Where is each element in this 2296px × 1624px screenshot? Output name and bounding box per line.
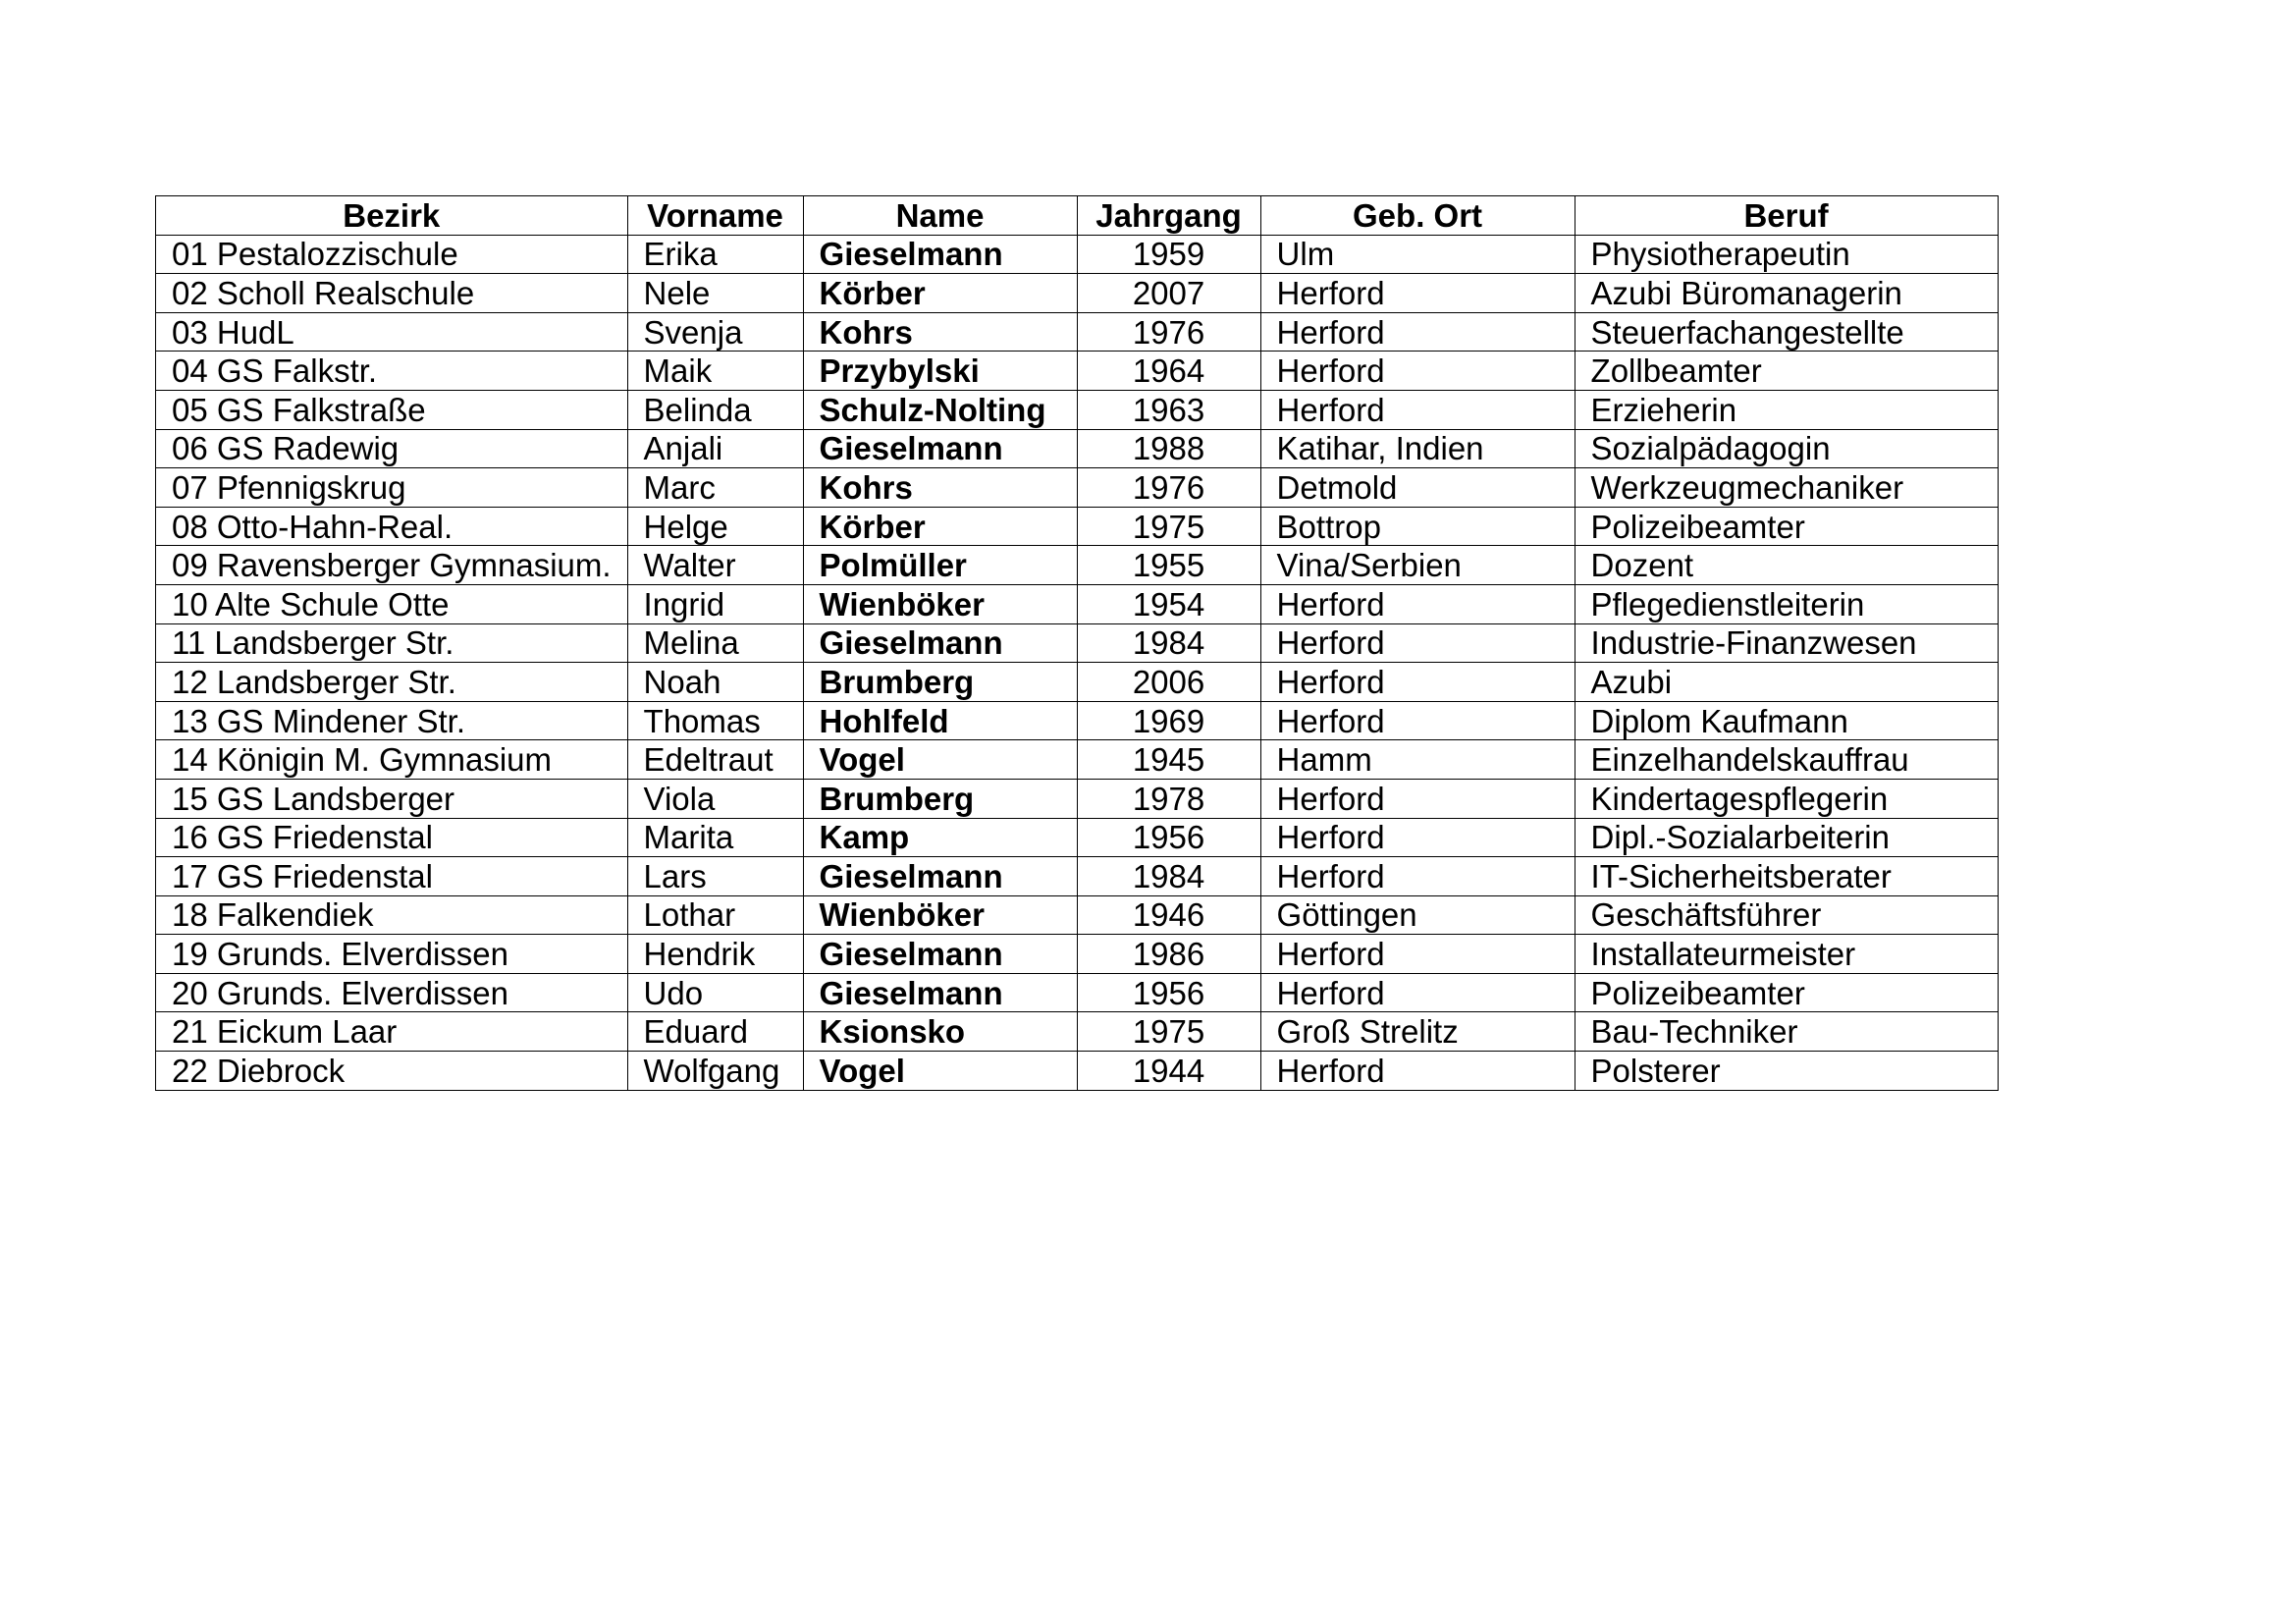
cell-name: Körber <box>803 274 1077 313</box>
cell-jahrgang: 1984 <box>1077 623 1260 663</box>
cell-geb-ort: Herford <box>1260 973 1575 1012</box>
cell-bezirk: 18 Falkendiek <box>156 895 628 935</box>
cell-bezirk: 19 Grunds. Elverdissen <box>156 935 628 974</box>
cell-beruf: Geschäftsführer <box>1575 895 1998 935</box>
cell-name: Kamp <box>803 818 1077 857</box>
cell-vorname: Eduard <box>627 1012 803 1052</box>
cell-vorname: Nele <box>627 274 803 313</box>
cell-bezirk: 13 GS Mindener Str. <box>156 701 628 740</box>
cell-beruf: Industrie-Finanzwesen <box>1575 623 1998 663</box>
cell-beruf: Azubi Büromanagerin <box>1575 274 1998 313</box>
cell-jahrgang: 1978 <box>1077 779 1260 818</box>
table-row <box>156 1012 1999 1052</box>
cell-bezirk: 02 Scholl Realschule <box>156 274 628 313</box>
cell-jahrgang: 1959 <box>1077 235 1260 274</box>
cell-bezirk: 20 Grunds. Elverdissen <box>156 973 628 1012</box>
cell-bezirk: 10 Alte Schule Otte <box>156 584 628 623</box>
cell-vorname: Edeltraut <box>627 740 803 780</box>
cell-beruf: Diplom Kaufmann <box>1575 701 1998 740</box>
cell-geb-ort: Herford <box>1260 701 1575 740</box>
cell-name: Brumberg <box>803 663 1077 702</box>
cell-jahrgang: 1975 <box>1077 507 1260 546</box>
cell-name: Brumberg <box>803 779 1077 818</box>
cell-geb-ort: Herford <box>1260 663 1575 702</box>
cell-beruf: Azubi <box>1575 663 1998 702</box>
cell-bezirk: 04 GS Falkstr. <box>156 352 628 391</box>
cell-geb-ort: Detmold <box>1260 468 1575 508</box>
table-row <box>156 546 1999 585</box>
cell-bezirk: 07 Pfennigskrug <box>156 468 628 508</box>
cell-vorname: Helge <box>627 507 803 546</box>
cell-name: Wienböker <box>803 584 1077 623</box>
cell-geb-ort: Herford <box>1260 352 1575 391</box>
cell-vorname: Marc <box>627 468 803 508</box>
cell-name: Polmüller <box>803 546 1077 585</box>
table-header <box>156 196 1999 236</box>
cell-name: Gieselmann <box>803 623 1077 663</box>
table-row <box>156 973 1999 1012</box>
cell-beruf: Bau-Techniker <box>1575 1012 1998 1052</box>
cell-name: Gieselmann <box>803 935 1077 974</box>
cell-jahrgang: 1964 <box>1077 352 1260 391</box>
cell-name: Przybylski <box>803 352 1077 391</box>
cell-name: Gieselmann <box>803 973 1077 1012</box>
cell-vorname: Walter <box>627 546 803 585</box>
header-jahrgang: Jahrgang <box>1077 196 1260 236</box>
cell-jahrgang: 1956 <box>1077 818 1260 857</box>
cell-beruf: Installateurmeister <box>1575 935 1998 974</box>
cell-beruf: Werkzeugmechaniker <box>1575 468 1998 508</box>
cell-bezirk: 12 Landsberger Str. <box>156 663 628 702</box>
cell-bezirk: 09 Ravensberger Gymnasium. <box>156 546 628 585</box>
cell-vorname: Lars <box>627 857 803 896</box>
cell-geb-ort: Herford <box>1260 857 1575 896</box>
table-row <box>156 352 1999 391</box>
cell-vorname: Melina <box>627 623 803 663</box>
cell-beruf: Sozialpädagogin <box>1575 429 1998 468</box>
cell-geb-ort: Herford <box>1260 623 1575 663</box>
cell-jahrgang: 1963 <box>1077 390 1260 429</box>
cell-geb-ort: Herford <box>1260 779 1575 818</box>
cell-name: Gieselmann <box>803 857 1077 896</box>
roster-table <box>155 195 1999 1091</box>
cell-beruf: Steuerfachangestellte <box>1575 312 1998 352</box>
table-row <box>156 507 1999 546</box>
cell-beruf: Einzelhandelskauffrau <box>1575 740 1998 780</box>
cell-name: Gieselmann <box>803 235 1077 274</box>
cell-geb-ort: Herford <box>1260 1052 1575 1091</box>
cell-bezirk: 08 Otto-Hahn-Real. <box>156 507 628 546</box>
cell-vorname: Ingrid <box>627 584 803 623</box>
cell-name: Wienböker <box>803 895 1077 935</box>
cell-jahrgang: 1946 <box>1077 895 1260 935</box>
cell-vorname: Belinda <box>627 390 803 429</box>
header-row <box>156 196 1999 236</box>
cell-geb-ort: Hamm <box>1260 740 1575 780</box>
header-bezirk: Bezirk <box>156 196 628 236</box>
cell-geb-ort: Herford <box>1260 274 1575 313</box>
table-row <box>156 623 1999 663</box>
table-row <box>156 935 1999 974</box>
table-row <box>156 235 1999 274</box>
cell-name: Gieselmann <box>803 429 1077 468</box>
cell-bezirk: 16 GS Friedenstal <box>156 818 628 857</box>
cell-beruf: Polsterer <box>1575 1052 1998 1091</box>
cell-jahrgang: 1956 <box>1077 973 1260 1012</box>
cell-geb-ort: Katihar, Indien <box>1260 429 1575 468</box>
cell-bezirk: 01 Pestalozzischule <box>156 235 628 274</box>
table-row <box>156 390 1999 429</box>
header-geb-ort: Geb. Ort <box>1260 196 1575 236</box>
header-name: Name <box>803 196 1077 236</box>
cell-name: Kohrs <box>803 468 1077 508</box>
table-row <box>156 857 1999 896</box>
cell-geb-ort: Herford <box>1260 312 1575 352</box>
cell-name: Schulz-Nolting <box>803 390 1077 429</box>
cell-beruf: Kindertagespflegerin <box>1575 779 1998 818</box>
cell-jahrgang: 2007 <box>1077 274 1260 313</box>
table-row <box>156 895 1999 935</box>
cell-bezirk: 15 GS Landsberger <box>156 779 628 818</box>
cell-beruf: Physiotherapeutin <box>1575 235 1998 274</box>
cell-vorname: Hendrik <box>627 935 803 974</box>
cell-vorname: Thomas <box>627 701 803 740</box>
cell-jahrgang: 1976 <box>1077 312 1260 352</box>
table-row <box>156 312 1999 352</box>
cell-vorname: Viola <box>627 779 803 818</box>
table-row <box>156 818 1999 857</box>
table-row <box>156 779 1999 818</box>
cell-jahrgang: 1984 <box>1077 857 1260 896</box>
cell-geb-ort: Herford <box>1260 390 1575 429</box>
cell-geb-ort: Göttingen <box>1260 895 1575 935</box>
cell-bezirk: 22 Diebrock <box>156 1052 628 1091</box>
cell-bezirk: 03 HudL <box>156 312 628 352</box>
cell-jahrgang: 1988 <box>1077 429 1260 468</box>
cell-bezirk: 05 GS Falkstraße <box>156 390 628 429</box>
cell-name: Ksionsko <box>803 1012 1077 1052</box>
cell-vorname: Erika <box>627 235 803 274</box>
cell-geb-ort: Vina/Serbien <box>1260 546 1575 585</box>
cell-bezirk: 17 GS Friedenstal <box>156 857 628 896</box>
table-row <box>156 1052 1999 1091</box>
cell-beruf: Zollbeamter <box>1575 352 1998 391</box>
cell-beruf: Erzieherin <box>1575 390 1998 429</box>
cell-jahrgang: 1955 <box>1077 546 1260 585</box>
cell-bezirk: 11 Landsberger Str. <box>156 623 628 663</box>
table-row <box>156 701 1999 740</box>
cell-bezirk: 06 GS Radewig <box>156 429 628 468</box>
cell-name: Vogel <box>803 740 1077 780</box>
cell-geb-ort: Groß Strelitz <box>1260 1012 1575 1052</box>
cell-beruf: IT-Sicherheitsberater <box>1575 857 1998 896</box>
cell-beruf: Dozent <box>1575 546 1998 585</box>
cell-name: Vogel <box>803 1052 1077 1091</box>
cell-name: Hohlfeld <box>803 701 1077 740</box>
cell-bezirk: 21 Eickum Laar <box>156 1012 628 1052</box>
cell-name: Kohrs <box>803 312 1077 352</box>
cell-vorname: Maik <box>627 352 803 391</box>
cell-geb-ort: Herford <box>1260 935 1575 974</box>
cell-beruf: Polizeibeamter <box>1575 973 1998 1012</box>
cell-beruf: Dipl.-Sozialarbeiterin <box>1575 818 1998 857</box>
table-row <box>156 740 1999 780</box>
cell-beruf: Polizeibeamter <box>1575 507 1998 546</box>
cell-jahrgang: 1944 <box>1077 1052 1260 1091</box>
cell-vorname: Udo <box>627 973 803 1012</box>
cell-vorname: Marita <box>627 818 803 857</box>
cell-jahrgang: 1976 <box>1077 468 1260 508</box>
cell-vorname: Svenja <box>627 312 803 352</box>
cell-geb-ort: Ulm <box>1260 235 1575 274</box>
cell-jahrgang: 1954 <box>1077 584 1260 623</box>
cell-jahrgang: 1986 <box>1077 935 1260 974</box>
table-body <box>156 235 1999 1090</box>
table-row <box>156 584 1999 623</box>
cell-jahrgang: 1945 <box>1077 740 1260 780</box>
cell-vorname: Anjali <box>627 429 803 468</box>
cell-vorname: Lothar <box>627 895 803 935</box>
cell-jahrgang: 1969 <box>1077 701 1260 740</box>
cell-geb-ort: Bottrop <box>1260 507 1575 546</box>
cell-bezirk: 14 Königin M. Gymnasium <box>156 740 628 780</box>
cell-geb-ort: Herford <box>1260 584 1575 623</box>
table-row <box>156 429 1999 468</box>
cell-beruf: Pflegedienstleiterin <box>1575 584 1998 623</box>
cell-name: Körber <box>803 507 1077 546</box>
cell-jahrgang: 2006 <box>1077 663 1260 702</box>
table-row <box>156 468 1999 508</box>
table-row <box>156 663 1999 702</box>
cell-geb-ort: Herford <box>1260 818 1575 857</box>
table-row <box>156 274 1999 313</box>
header-vorname: Vorname <box>627 196 803 236</box>
cell-vorname: Wolfgang <box>627 1052 803 1091</box>
header-beruf: Beruf <box>1575 196 1998 236</box>
cell-vorname: Noah <box>627 663 803 702</box>
cell-jahrgang: 1975 <box>1077 1012 1260 1052</box>
